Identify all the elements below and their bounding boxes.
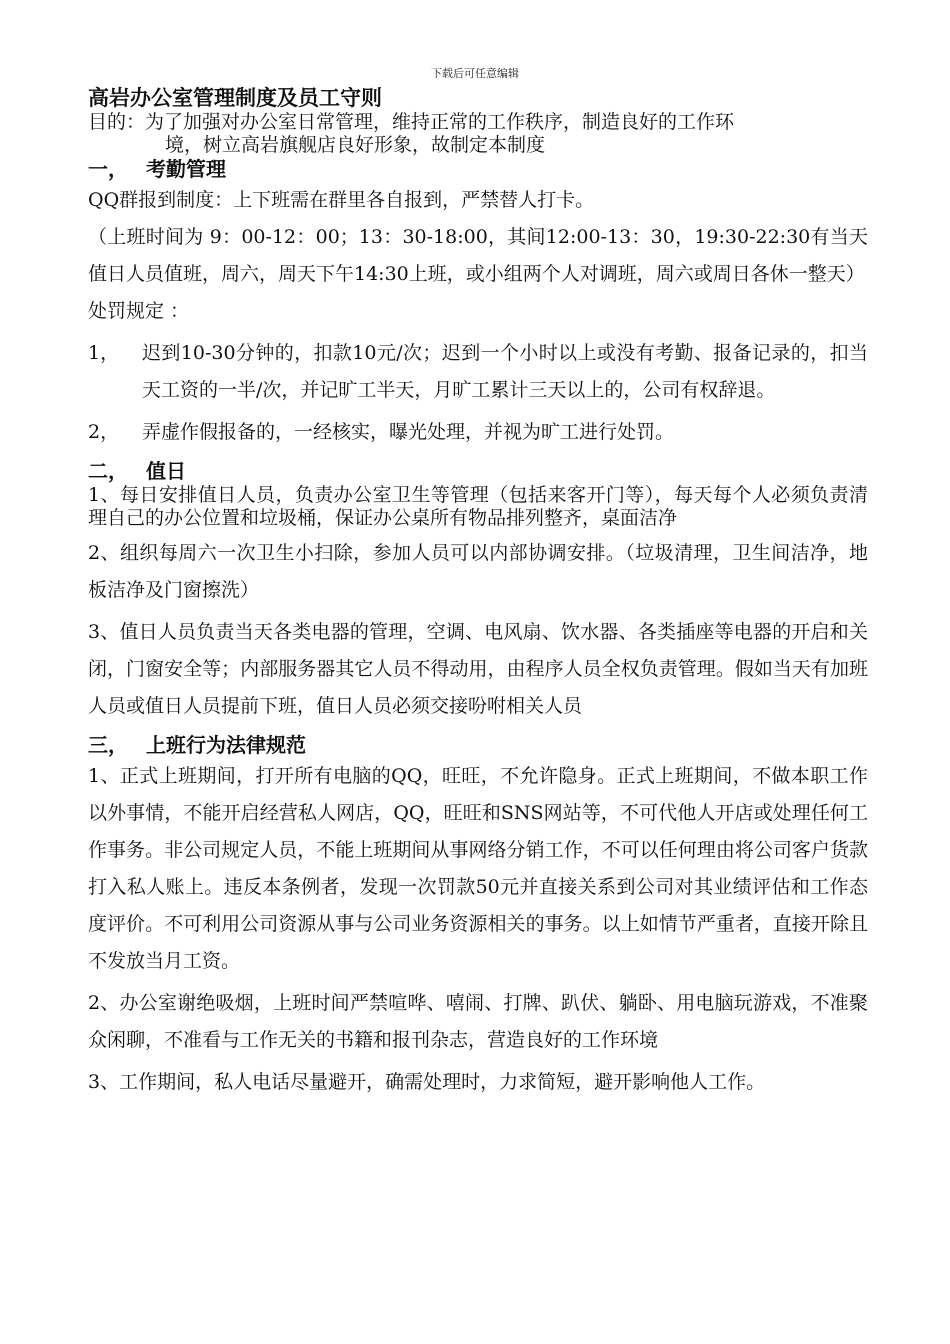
penalty-label: 处罚规定 ： <box>88 300 190 322</box>
working-hours-paragraph: （上班时间为 9：00-12：00；13：30-18:00，其间12:00-13：30，19:30-22:30有当天值日人员值班，周六，周天下午14:30上班，或小组两个人对调班，周六或周日各休一整天） <box>88 226 868 285</box>
section-heading-duty <box>88 459 868 484</box>
penalty-item-index: 1， <box>88 342 120 364</box>
duty-item-3: 3、值日人员负责当天各类电器的管理，空调、电风扇、饮水器、各类插座等电器的开启和关闭，门窗安全等；内部服务器其它人员不得动用，由程序人员全权负责管理。假如当天有加班人员或值日人员提前下班，值日人员必须交接吩咐相关人员 <box>88 621 868 717</box>
penalty-item-index: 2， <box>88 421 120 443</box>
section-number: 三， <box>88 733 128 757</box>
penalty-item <box>88 335 868 409</box>
penalty-item-text: 迟到10-30分钟的，扣款10元/次；迟到一个小时以上或没有考勤、报备记录的，扣当天工资的一半/次，并记旷工半天，月旷工累计三天以上的，公司有权辞退。 <box>142 342 868 401</box>
section-title: 考勤管理 <box>146 157 226 181</box>
duty-item-1: 1、每日安排值日人员，负责办公室卫生等管理（包括来客开门等），每天每个人必须负责清理自己的办公位置和垃圾桶，保证办公桌所有物品排列整齐，桌面洁净 <box>88 484 868 529</box>
section-number: 一， <box>88 157 128 181</box>
penalty-item <box>88 414 868 451</box>
conduct-item-2: 2、办公室谢绝吸烟，上班时间严禁喧哗、嘻闹、打牌、趴伏、躺卧、用电脑玩游戏，不准聚众闲聊，不准看与工作无关的书籍和报刊杂志，营造良好的工作环境 <box>88 992 868 1051</box>
section-heading-attendance <box>88 157 868 182</box>
header-note: 下载后可任意编辑 <box>431 67 519 80</box>
duty-item-2: 2、组织每周六一次卫生小扫除，参加人员可以内部协调安排。（垃圾清理，卫生间洁净，地板洁净及门窗擦洗） <box>88 542 868 601</box>
section-number: 二， <box>88 459 128 483</box>
section-title: 值日 <box>146 459 186 483</box>
conduct-item-1: 1、正式上班期间，打开所有电脑的QQ，旺旺，不允许隐身。正式上班期间，不做本职工作以外事情，不能开启经营私人网店，QQ，旺旺和SNS网站等，不可代他人开店或处理任何工作事务。非公司规定人员，不能上班期间从事网络分销工作，不可以任何理由将公司客户货款打入私人账上。违反本条例者，发现一次罚款50元并直接关系到公司对其业绩评估和工作态度评价。不可利用公司资源从事与公司业务资源相关的事务。以上如情节严重者，直接开除且不发放当月工资。 <box>88 765 868 972</box>
document-body <box>88 84 868 1101</box>
section-heading-conduct <box>88 733 868 758</box>
document-title: 高岩办公室管理制度及员工守则 <box>88 85 382 110</box>
purpose-paragraph <box>88 111 868 157</box>
qq-checkin-rule: QQ群报到制度：上下班需在群里各自报到，严禁替人打卡。 <box>88 189 595 211</box>
purpose-line-2: 境，树立高岩旗舰店良好形象，故制定本制度 <box>165 134 546 156</box>
purpose-line-1: 目的：为了加强对办公室日常管理，维持正常的工作秩序，制造良好的工作环 <box>88 111 735 133</box>
conduct-item-3: 3、工作期间，私人电话尽量避开，确需处理时，力求简短，避开影响他人工作。 <box>88 1071 766 1093</box>
penalty-item-text: 弄虚作假报备的，一经核实，曝光处理，并视为旷工进行处罚。 <box>142 421 675 443</box>
section-title: 上班行为法律规范 <box>146 733 306 757</box>
